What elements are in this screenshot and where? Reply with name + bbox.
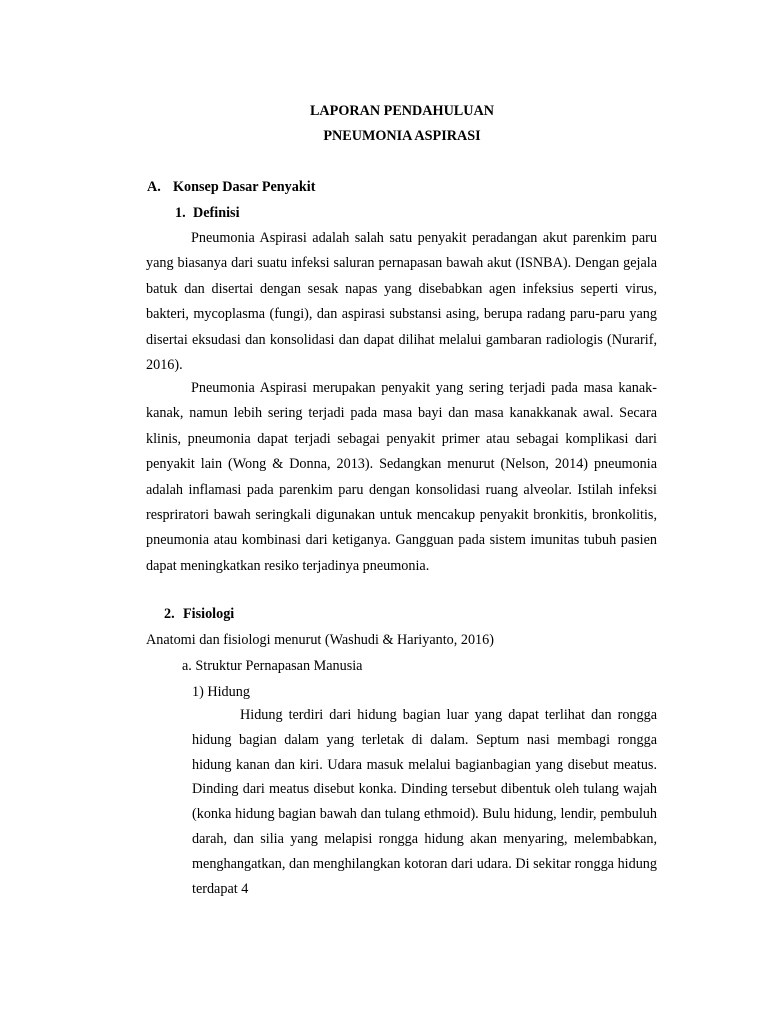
paragraph-definisi-1: Pneumonia Aspirasi adalah salah satu penyakit peradangan akut parenkim paru yang biasanya dari suatu infeksi saluran pernapasan bawah akut (ISNBA). Dengan gejala batuk dan disertai dengan sesak napas yang disebabkan agen infeksius seperti virus, bakteri, mycoplasma (fungi), dan aspirasi substansi asing, berupa radang paru-paru yang disertai eksudasi dan konsolidasi dan dapat dilihat melalui gambaran radiologis (Nurarif, 2016). — [146, 230, 657, 374]
paragraph-hidung: Hidung terdiri dari hidung bagian luar yang dapat terlihat dan rongga hidung bagian dalam yang terletak di dalam. Septum nasi membagi rongga hidung kanan dan kiri. Udara masuk melalui bagianbagian yang disebut meatus. Dinding dari meatus disebut konka. Dinding tersebut dibentuk oleh tulang wajah (konka hidung bagian bawah dan tulang ethmoid). Bulu hidung, lendir, pembuluh darah, dan silia yang melapisi rongga hidung akan menyaring, melembabkan, menghangatkan, dan menghilangkan kotoran dari udara. Di sekitar rongga hidung terdapat 4 — [192, 707, 657, 897]
subsection-title: Definisi — [193, 205, 240, 221]
subsection-label: 2. — [164, 606, 175, 622]
section-heading-a — [147, 179, 315, 196]
list-item-hidung: 1) Hidung — [192, 684, 250, 700]
anatomi-line: Anatomi dan fisiologi menurut (Washudi & Hariyanto, 2016) — [146, 632, 494, 648]
document-subtitle: PNEUMONIA ASPIRASI — [323, 128, 481, 144]
list-item-struktur: a. Struktur Pernapasan Manusia — [182, 658, 363, 674]
document-title: LAPORAN PENDAHULUAN — [309, 103, 495, 119]
subsection-heading-fisiologi — [164, 606, 234, 623]
paragraph-definisi-2: Pneumonia Aspirasi merupakan penyakit yang sering terjadi pada masa kanak-kanak, namun lebih sering terjadi pada masa bayi dan masa kanakkanak awal. Secara klinis, pneumonia dapat terjadi sebagai penyakit primer atau sebagai komplikasi dari penyakit lain (Wong & Donna, 2013). Sedangkan menurut (Nelson, 2014) pneumonia adalah inflamasi pada parenkim paru dengan konsolidasi ruang alveolar. Istilah infeksi respriratori bawah seringkali digunakan untuk mencakup penyakit bronkitis, bronkolitis, pneumonia atau kombinasi dari ketiganya. Gangguan pada sistem imunitas tubuh pasien dapat meningkatkan resiko terjadinya pneumonia. — [146, 380, 657, 574]
subsection-heading-definisi — [175, 205, 240, 222]
section-title: Konsep Dasar Penyakit — [173, 179, 316, 195]
subsection-label: 1. — [175, 205, 186, 221]
section-label: A. — [147, 179, 161, 195]
subsection-title: Fisiologi — [183, 606, 235, 622]
